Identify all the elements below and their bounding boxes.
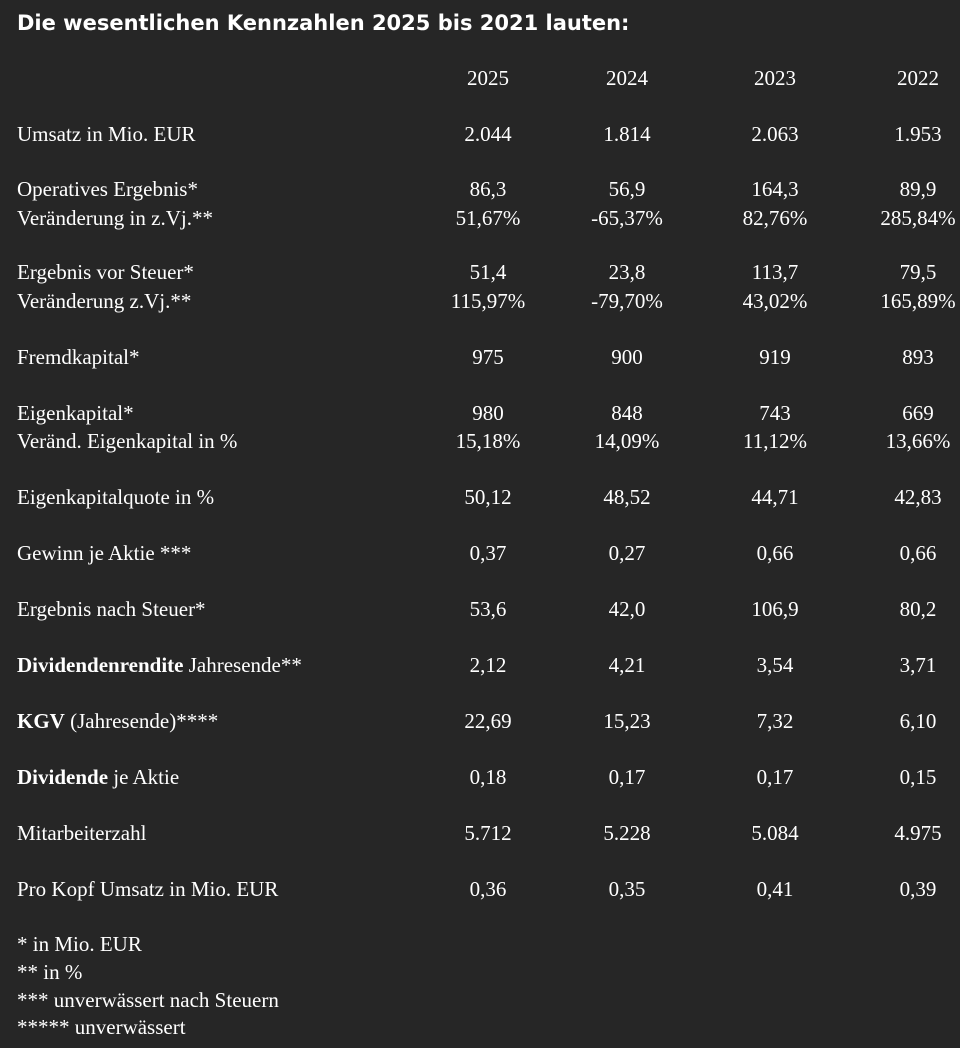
table-cell: 82,76% <box>742 206 808 230</box>
table-cell: 285,84% <box>880 206 956 230</box>
row-label: Veränd. Eigenkapital in % <box>17 429 238 453</box>
table-cell: 51,4 <box>469 260 507 284</box>
table-cell: 669 <box>902 401 934 425</box>
year-header: 2023 <box>754 66 796 90</box>
table-cell: 44,71 <box>751 485 799 509</box>
footnote: ***** unverwässert <box>17 1015 186 1039</box>
row-label-rest: Jahresende** <box>183 653 302 677</box>
table-cell: 1.814 <box>603 122 651 146</box>
table-cell: 51,67% <box>455 206 521 230</box>
row-label: Fremdkapital* <box>17 345 140 369</box>
table-cell: 0,41 <box>756 877 794 901</box>
table-cell: 975 <box>472 345 504 369</box>
table-cell: 15,18% <box>455 429 521 453</box>
table-cell: 0,36 <box>469 877 507 901</box>
table-cell: 4,21 <box>608 653 646 677</box>
table-cell: 164,3 <box>751 177 799 201</box>
table-cell: 89,9 <box>899 177 937 201</box>
row-label: Operatives Ergebnis* <box>17 177 198 201</box>
page-title: Die wesentlichen Kennzahlen 2025 bis 2021 lauten: <box>17 11 630 35</box>
row-label: Veränderung in z.Vj.** <box>17 206 213 230</box>
table-cell: -79,70% <box>591 289 663 313</box>
table-cell: 900 <box>611 345 643 369</box>
footnote: * in Mio. EUR <box>17 932 142 956</box>
table-cell: 0,37 <box>469 541 507 565</box>
table-cell: 23,8 <box>608 260 646 284</box>
table-cell: 11,12% <box>743 429 807 453</box>
table-cell: 48,52 <box>603 485 651 509</box>
table-cell: -65,37% <box>591 206 663 230</box>
table-cell: 42,83 <box>894 485 942 509</box>
row-label: Gewinn je Aktie *** <box>17 541 192 565</box>
row-label: Eigenkapital* <box>17 401 134 425</box>
row-label: Veränderung z.Vj.** <box>17 289 192 313</box>
table-cell: 848 <box>611 401 643 425</box>
row-label-rest: je Aktie <box>108 765 180 789</box>
table-cell: 0,17 <box>608 765 646 789</box>
row-label: Eigenkapitalquote in % <box>17 485 215 509</box>
table-cell: 13,66% <box>885 429 951 453</box>
table-cell: 5.712 <box>464 821 512 845</box>
table-cell: 2.063 <box>751 122 799 146</box>
year-header: 2025 <box>467 66 509 90</box>
row-label <box>17 652 302 678</box>
table-cell: 5.228 <box>603 821 651 845</box>
footnote: *** unverwässert nach Steuern <box>17 988 279 1012</box>
table-cell: 56,9 <box>608 177 646 201</box>
table-cell: 106,9 <box>751 597 799 621</box>
row-label-bold: Dividende <box>17 765 109 789</box>
table-cell: 0,18 <box>469 765 507 789</box>
table-cell: 0,66 <box>756 541 794 565</box>
table-cell: 3,71 <box>899 653 937 677</box>
table-cell: 165,89% <box>880 289 956 313</box>
table-cell: 2,12 <box>469 653 507 677</box>
row-label: Ergebnis vor Steuer* <box>17 260 194 284</box>
table-cell: 0,15 <box>899 765 937 789</box>
table-cell: 22,69 <box>464 709 512 733</box>
table-cell: 0,27 <box>608 541 646 565</box>
table-cell: 893 <box>902 345 934 369</box>
table-cell: 53,6 <box>469 597 507 621</box>
table-cell: 4.975 <box>894 821 942 845</box>
table-cell: 980 <box>472 401 504 425</box>
footnote: ** in % <box>17 960 83 984</box>
table-cell: 15,23 <box>603 709 651 733</box>
row-label-bold: KGV <box>17 709 65 733</box>
table-cell: 743 <box>759 401 791 425</box>
table-cell: 0,39 <box>899 877 937 901</box>
table-cell: 0,35 <box>608 877 646 901</box>
table-cell: 79,5 <box>899 260 937 284</box>
table-cell: 115,97% <box>450 289 526 313</box>
year-header: 2022 <box>897 66 939 90</box>
row-label <box>17 764 179 790</box>
table-cell: 0,66 <box>899 541 937 565</box>
table-cell: 5.084 <box>751 821 799 845</box>
row-label-rest: (Jahresende)**** <box>64 709 219 733</box>
table-cell: 113,7 <box>751 260 799 284</box>
table-cell: 14,09% <box>594 429 660 453</box>
row-label: Umsatz in Mio. EUR <box>17 122 196 146</box>
table-cell: 919 <box>759 345 791 369</box>
table-cell: 86,3 <box>469 177 507 201</box>
year-header: 2024 <box>606 66 648 90</box>
table-cell: 43,02% <box>742 289 808 313</box>
row-label: Mitarbeiterzahl <box>17 821 147 845</box>
table-cell: 1.953 <box>894 122 942 146</box>
table-cell: 80,2 <box>899 597 937 621</box>
row-label <box>17 708 218 734</box>
table-cell: 2.044 <box>464 122 512 146</box>
table-cell: 42,0 <box>608 597 646 621</box>
row-label-bold: Dividendenrendite <box>17 653 184 677</box>
table-cell: 7,32 <box>756 709 794 733</box>
row-label: Pro Kopf Umsatz in Mio. EUR <box>17 877 279 901</box>
table-cell: 0,17 <box>756 765 794 789</box>
table-cell: 3,54 <box>756 653 794 677</box>
row-label: Ergebnis nach Steuer* <box>17 597 206 621</box>
table-cell: 50,12 <box>464 485 512 509</box>
table-cell: 6,10 <box>899 709 937 733</box>
